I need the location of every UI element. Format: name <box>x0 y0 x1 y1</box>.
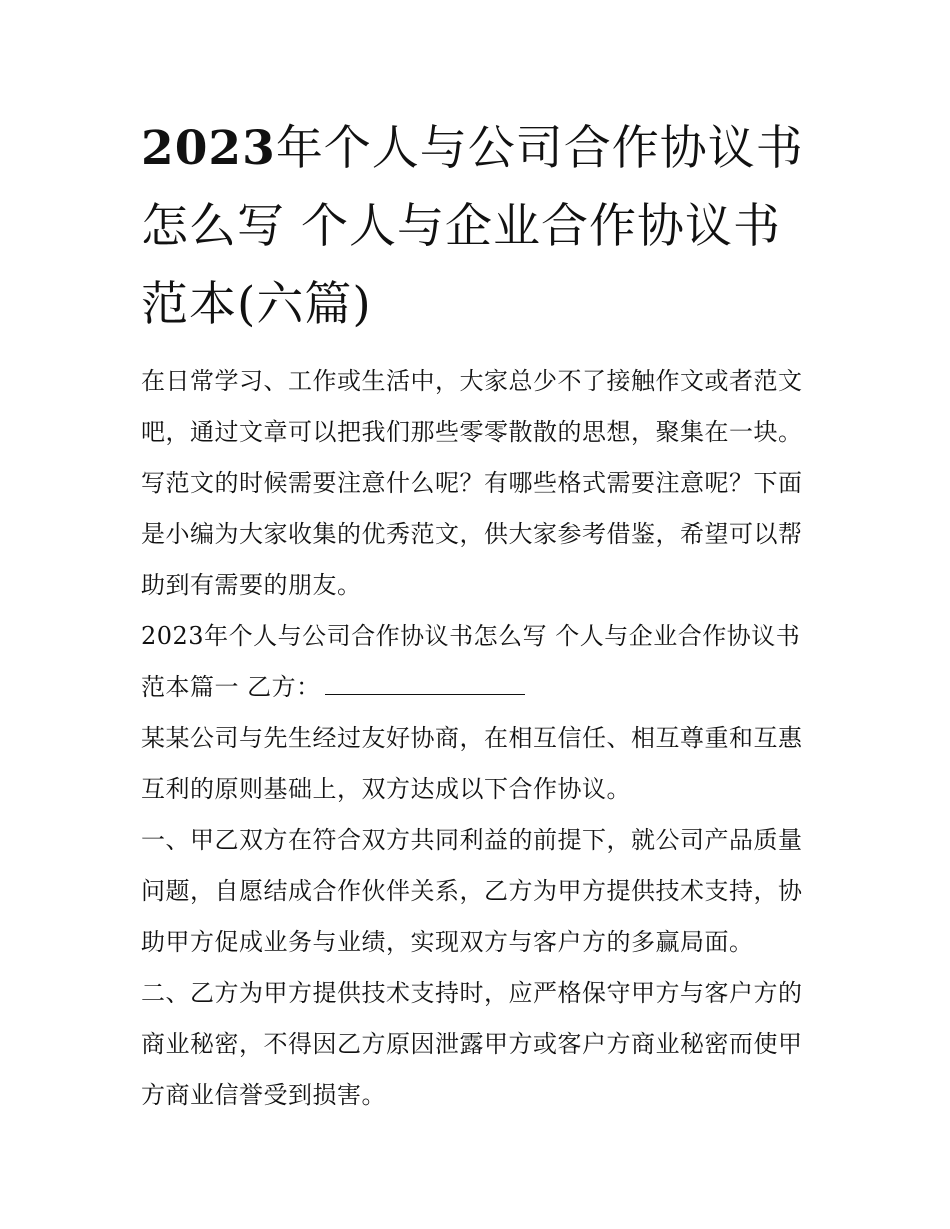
party-b-blank-line <box>325 674 525 695</box>
intro-paragraph: 在日常学习、工作或生活中，大家总少不了接触作文或者范文吧，通过文章可以把我们那些零零散散的思想，聚集在一块。写范文的时候需要注意什么呢？有哪些格式需要注意呢？下面是小编为大家收集的优秀范文，供大家参考借鉴，希望可以帮助到有需要的朋友。 <box>141 367 803 599</box>
title-year: 2023 <box>141 121 276 176</box>
section-heading <box>141 611 821 713</box>
title-text: 年个人与公司合作协议书怎么写 个人与企业合作协议书范本(六篇) <box>141 121 804 332</box>
document-title <box>141 110 821 344</box>
document-page <box>141 110 821 1121</box>
clause-two: 二、乙方为甲方提供技术支持时，应严格保守甲方与客户方的商业秘密，不得因乙方原因泄露甲方或客户方商业秘密而使甲方商业信誉受到损害。 <box>141 979 803 1109</box>
section-heading-text: 2023年个人与公司合作协议书怎么写 个人与企业合作协议书范本篇一 乙方： <box>141 622 801 701</box>
paragraph-agreement: 某某公司与先生经过友好协商，在相互信任、相互尊重和互惠互利的原则基础上，双方达成以下合作协议。 <box>141 724 803 803</box>
clause-one: 一、甲乙双方在符合双方共同利益的前提下，就公司产品质量问题，自愿结成合作伙伴关系，乙方为甲方提供技术支持，协助甲方促成业务与业绩，实现双方与客户方的多赢局面。 <box>141 826 803 956</box>
